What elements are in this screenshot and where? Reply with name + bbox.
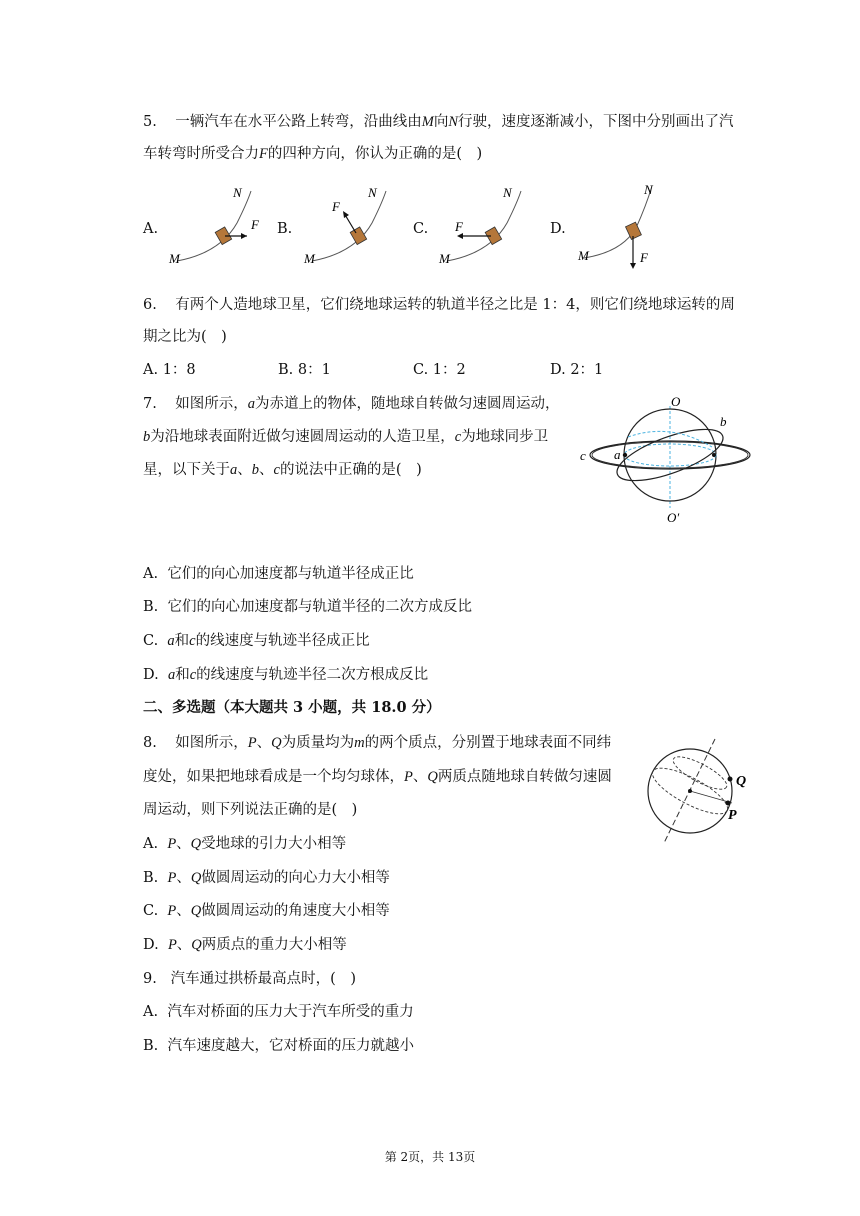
label-o: O <box>671 394 681 409</box>
q5-option-b-diagram <box>300 183 410 268</box>
point-m: M <box>578 248 589 263</box>
q8-line-3: 周运动，则下列说法正确的是( ) <box>143 802 358 818</box>
point-n: N <box>233 185 242 200</box>
q7-line-2: b为沿地球表面附近做匀速圆周运动的人造卫星，c为地球同步卫 <box>143 429 549 445</box>
point-m: M <box>304 251 315 266</box>
q8-number: 8. <box>143 735 157 751</box>
point-m: M <box>169 251 180 266</box>
q7-option-a: A. 它们的向心加速度都与轨道半径成正比 <box>143 566 414 582</box>
q8-option-a: A. P、Q受地球的引力大小相等 <box>143 836 347 852</box>
q8-line-1: 8. 如图所示，P、Q为质量均为m的两个质点，分别置于地球表面不同纬 <box>143 735 612 751</box>
section-2-heading: 二、多选题（本大题共 3 小题，共 18.0 分） <box>143 699 441 716</box>
q7-option-b: B. 它们的向心加速度都与轨道半径的二次方成反比 <box>143 599 472 615</box>
q5-line-2: 车转弯时所受合力F的四种方向，你认为正确的是( ) <box>143 146 483 162</box>
q7-earth-orbit-figure <box>578 392 758 527</box>
q8-option-d: D. P、Q两质点的重力大小相等 <box>143 937 347 953</box>
q6-option-a: A. 1：8 <box>143 362 196 378</box>
q5-option-a-label: A. <box>143 221 159 237</box>
q5-option-b-label: B. <box>277 221 293 237</box>
label-c: c <box>580 448 586 463</box>
label-p: P <box>728 808 737 823</box>
force-f: F <box>640 250 648 265</box>
q5-option-c-diagram <box>435 183 545 268</box>
q9-option-b: B. 汽车速度越大，它对桥面的压力就越小 <box>143 1038 414 1054</box>
q6-option-c: C. 1：2 <box>413 362 466 378</box>
q7-option-c: C. a和c的线速度与轨迹半径成正比 <box>143 633 370 649</box>
q5-option-c-label: C. <box>413 221 429 237</box>
q8-option-c: C. P、Q做圆周运动的角速度大小相等 <box>143 903 390 919</box>
force-f: F <box>332 199 340 214</box>
q5-option-d-diagram <box>572 180 672 275</box>
q5-line-1: 5. 一辆汽车在水平公路上转弯，沿曲线由M向N行驶，速度逐渐减小，下图中分别画出了汽 <box>143 114 734 130</box>
label-a: a <box>614 447 621 462</box>
point-n: N <box>644 182 653 197</box>
q9-line-1: 9. 汽车通过拱桥最高点时，( ) <box>143 971 356 987</box>
force-f: F <box>251 217 259 232</box>
point-m: M <box>439 251 450 266</box>
q7-option-d: D. a和c的线速度与轨迹半径二次方根成反比 <box>143 667 429 683</box>
q6-option-b: B. 8：1 <box>278 362 331 378</box>
q5-option-a-diagram <box>165 183 275 268</box>
q7-line-3: 星，以下关于a、b、c的说法中正确的是( ) <box>143 462 422 478</box>
page-footer: 第 2页，共 13页 <box>384 1150 476 1164</box>
q7-line-1: 7. 如图所示，a为赤道上的物体，随地球自转做匀速圆周运动， <box>143 396 560 412</box>
q7-number: 7. <box>143 396 157 412</box>
label-o-prime: O′ <box>667 510 680 525</box>
q8-option-b: B. P、Q做圆周运动的向心力大小相等 <box>143 870 390 886</box>
point-n: N <box>503 185 512 200</box>
q6-line-1: 6. 有两个人造地球卫星，它们绕地球运转的轨道半径之比是 1：4，则它们绕地球运转的周 <box>143 297 735 313</box>
point-n: N <box>368 185 377 200</box>
q8-earth-figure <box>640 735 755 847</box>
q9-option-a: A. 汽车对桥面的压力大于汽车所受的重力 <box>143 1004 414 1020</box>
q9-number: 9. <box>143 971 157 987</box>
force-f: F <box>455 219 463 234</box>
q8-line-2: 度处，如果把地球看成是一个均匀球体，P、Q两质点随地球自转做匀速圆 <box>143 769 612 785</box>
q5-option-d-label: D. <box>550 221 566 237</box>
label-b: b <box>720 414 727 429</box>
q5-number: 5. <box>143 114 157 130</box>
q6-number: 6. <box>143 297 157 313</box>
q6-line-2: 期之比为( ) <box>143 329 227 345</box>
label-q: Q <box>736 774 747 789</box>
q6-option-d: D. 2：1 <box>550 362 604 378</box>
